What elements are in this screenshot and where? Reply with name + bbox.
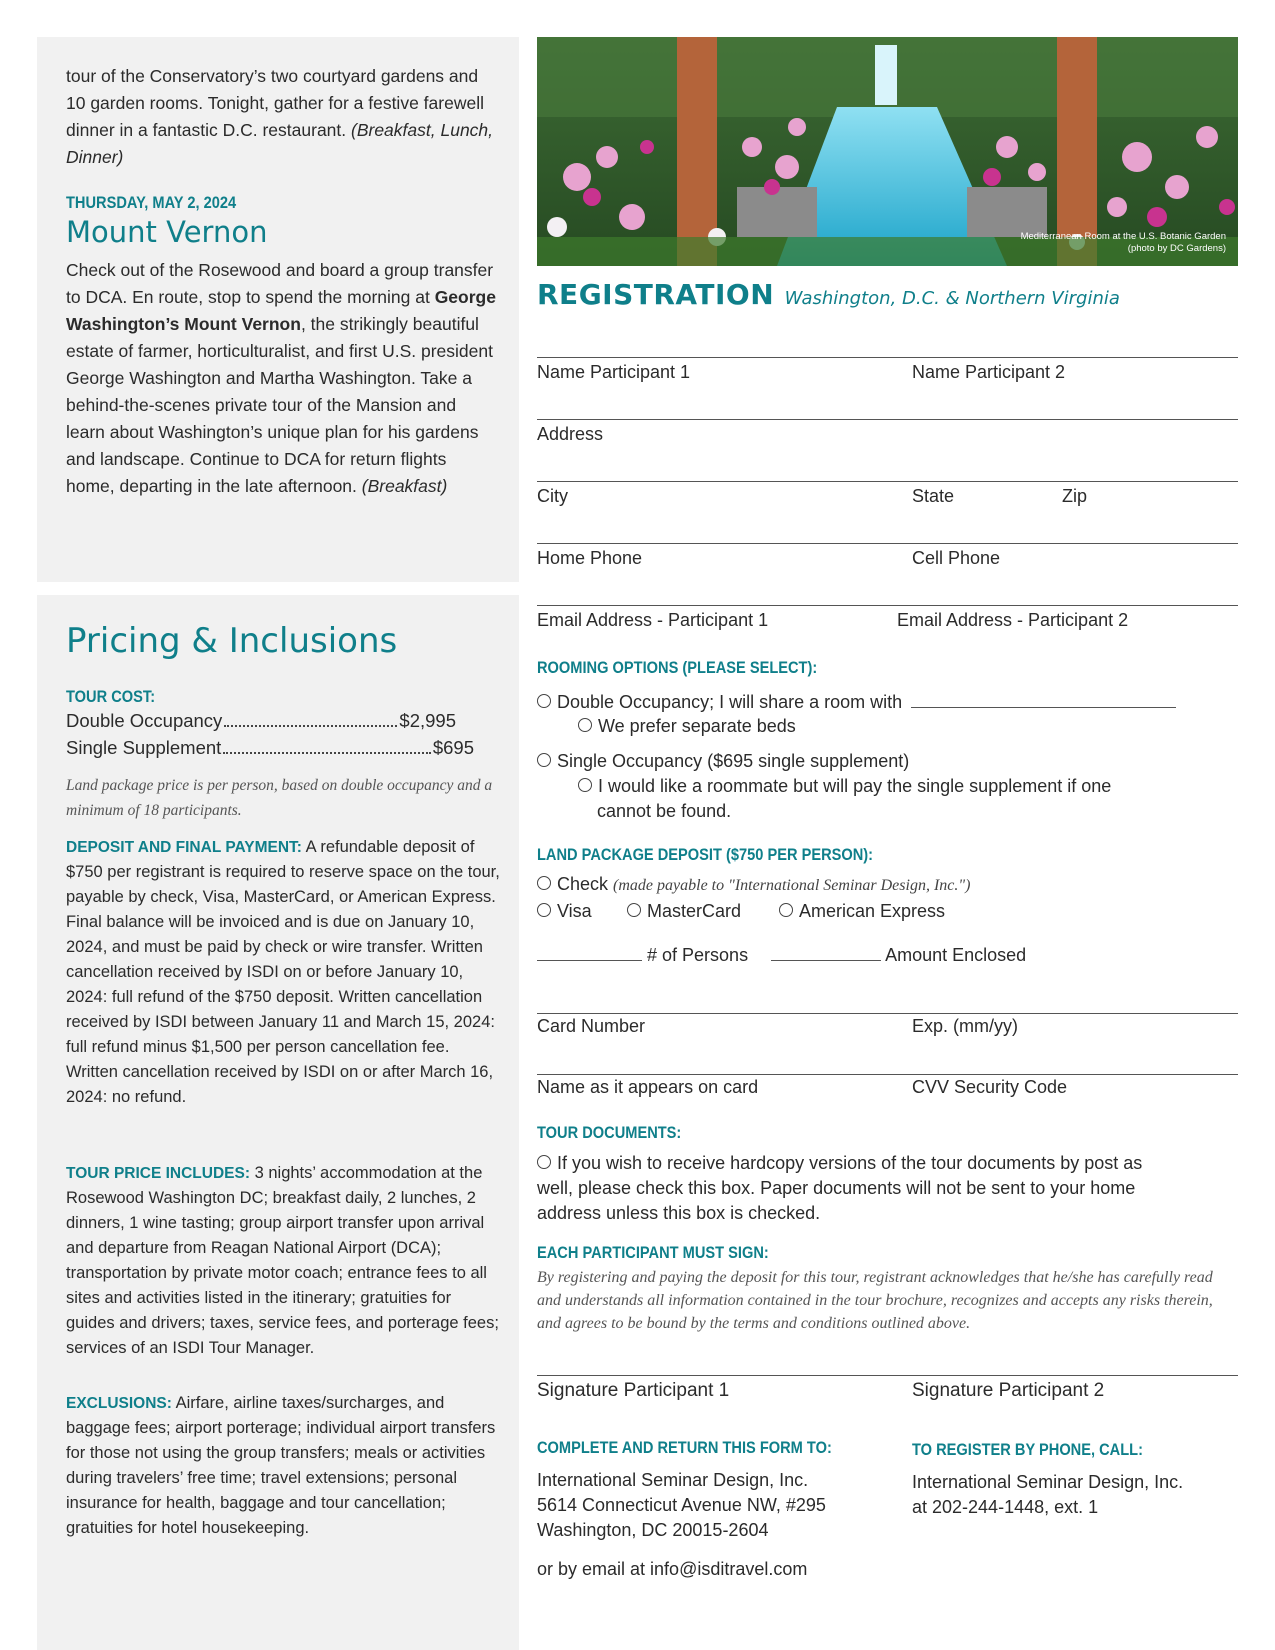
name-participant-1-label: Name Participant 1 <box>537 362 691 382</box>
exp-label: Exp. (mm/yy) <box>912 1016 1018 1036</box>
city-line[interactable] <box>537 481 1238 482</box>
visa-radio[interactable] <box>537 903 551 917</box>
amex-radio[interactable] <box>779 903 793 917</box>
photo-caption-line2: (photo by DC Gardens) <box>1127 243 1226 254</box>
amount-label: Amount Enclosed <box>885 945 1027 965</box>
check-radio[interactable] <box>537 876 551 890</box>
rooming-label: ROOMING OPTIONS (PLEASE SELECT): <box>537 658 818 677</box>
double-occupancy-radio[interactable] <box>537 694 551 708</box>
phone-line[interactable] <box>537 543 1238 544</box>
documents-checkbox[interactable] <box>537 1155 551 1169</box>
signature-1-label: Signature Participant 1 <box>537 1380 730 1401</box>
garden-image <box>537 37 1238 266</box>
mastercard-option[interactable]: MasterCard <box>627 899 741 924</box>
address-label: Address <box>537 424 604 444</box>
includes-paragraph: TOUR PRICE INCLUDES: 3 nights’ accommodation at the Rosewood Washington DC; breakfast daily, 2 lunches, 2 dinners, 1 wine tasting; group airport transfer upon arrival and departure from Reagan National Airport (DCA); transportation by private motor coach; entrance fees to all sites and activities listed in the itinerary; gratuities for guides and drivers; taxes, service fees, and porterage fees; services of an ISDI Tour Manager. <box>66 1164 499 1357</box>
return-address-2: 5614 Connecticut Avenue NW, #295 <box>537 1495 826 1515</box>
day-title: Mount Vernon <box>66 215 268 249</box>
single-occupancy-radio[interactable] <box>537 753 551 767</box>
card-number-label: Card Number <box>537 1016 646 1036</box>
intro-paragraph <box>66 63 496 171</box>
phone-line-1: International Seminar Design, Inc. <box>912 1472 1184 1492</box>
exclusions-paragraph: EXCLUSIONS: Airfare, airline taxes/surcharges, and baggage fees; airport porterage; individual airport transfers for those not using the group transfers; meals or activities during travelers’ free time; travel extensions; personal insurance for health, baggage and tour cancellation; gratuities for hotel housekeeping. <box>66 1394 496 1537</box>
return-address-1: International Seminar Design, Inc. <box>537 1470 809 1490</box>
roommate-radio[interactable] <box>578 778 592 792</box>
separate-beds-option[interactable]: We prefer separate beds <box>578 714 796 739</box>
address-line[interactable] <box>537 419 1238 420</box>
email-participant-1-label: Email Address - Participant 1 <box>537 610 769 630</box>
sign-text: By registering and paying the deposit for this tour, registrant acknowledges that he/she has carefully read and understands all information contained in the tour brochure, recognizes and accepts any risks therein, and agrees to be bound by the terms and conditions outlined above. <box>537 1269 1213 1332</box>
roommate-option[interactable]: I would like a roommate but will pay the single supplement if one <box>578 774 1111 799</box>
home-phone-label: Home Phone <box>537 548 643 568</box>
registration-subtitle: Washington, D.C. & Northern Virginia <box>784 288 1120 309</box>
persons-amount-row <box>537 943 1026 968</box>
name-line[interactable] <box>537 357 1238 358</box>
signature-line[interactable] <box>537 1375 1238 1376</box>
documents-option[interactable]: If you wish to receive hardcopy versions of the tour documents by post as <box>537 1151 1142 1176</box>
phone-line-2: at 202-244-1448, ext. 1 <box>912 1497 1099 1517</box>
amex-option[interactable]: American Express <box>779 899 945 924</box>
documents-text-3: address unless this box is checked. <box>537 1203 821 1223</box>
visa-option[interactable]: Visa <box>537 899 592 924</box>
card-name-line[interactable] <box>537 1074 1238 1075</box>
separate-beds-radio[interactable] <box>578 718 592 732</box>
garden-photo <box>537 37 1238 266</box>
intro-text: tour of the Conservatory’s two courtyard gardens and 10 garden rooms. Tonight, gather for a festive farewell dinner in a fantastic D.C. restaurant. <box>66 66 484 140</box>
signature-2-label: Signature Participant 2 <box>912 1380 1105 1401</box>
name-participant-2-label: Name Participant 2 <box>912 362 1066 382</box>
mastercard-radio[interactable] <box>627 903 641 917</box>
mount-vernon-bold: George Washington’s Mount Vernon <box>66 287 496 334</box>
cell-phone-label: Cell Phone <box>912 548 1001 568</box>
tour-cost-label: TOUR COST: <box>66 687 156 706</box>
pricing-title: Pricing & Inclusions <box>66 621 398 661</box>
double-occupancy-option[interactable]: Double Occupancy; I will share a room with <box>537 690 1176 715</box>
pricing-panel <box>37 595 519 1650</box>
price-note: Land package price is per person, based on double occupancy and a minimum of 18 participants. <box>66 777 493 819</box>
single-occupancy-option[interactable]: Single Occupancy ($695 single supplement) <box>537 749 909 774</box>
sign-label: EACH PARTICIPANT MUST SIGN: <box>537 1243 769 1262</box>
price-row-single: Single Supplement $695 <box>66 734 474 761</box>
price-row-double: Double Occupancy $2,995 <box>66 707 456 734</box>
return-email[interactable]: or by email at info@isditravel.com <box>537 1559 808 1579</box>
card-number-line[interactable] <box>537 1013 1238 1014</box>
amount-input[interactable] <box>771 960 881 961</box>
email-line[interactable] <box>537 605 1238 606</box>
day-label: THURSDAY, MAY 2, 2024 <box>66 193 237 212</box>
registration-header <box>537 278 1120 311</box>
cvv-label: CVV Security Code <box>912 1077 1068 1097</box>
registration-title: REGISTRATION <box>537 278 775 311</box>
roommate-option-cont: cannot be found. <box>597 801 732 821</box>
itinerary-panel <box>37 37 519 582</box>
return-address-3: Washington, DC 20015-2604 <box>537 1520 769 1540</box>
photo-caption-line1: Mediterranean Room at the U.S. Botanic Garden <box>1020 231 1226 242</box>
email-participant-2-label: Email Address - Participant 2 <box>897 610 1129 630</box>
name-on-card-label: Name as it appears on card <box>537 1077 759 1097</box>
check-note: (made payable to "International Seminar Design, Inc.") <box>613 877 971 894</box>
state-label: State <box>912 486 955 506</box>
share-with-input[interactable] <box>911 707 1176 708</box>
intro-meals: (Breakfast, Lunch, Dinner) <box>66 120 494 167</box>
phone-label: TO REGISTER BY PHONE, CALL: <box>912 1440 1143 1459</box>
documents-text-2: well, please check this box. Paper documents will not be sent to your home <box>537 1178 1136 1198</box>
day-paragraph: Check out of the Rosewood and board a group transfer to DCA. En route, stop to spend the morning at George Washington’s Mount Vernon, the strikingly beautiful estate of farmer, horticulturalist, and first U.S. president George Washington and Martha Washington. Take a behind-the-scenes private tour of the Mansion and learn about Washington’s unique plan for his gardens and landscape. Continue to DCA for return flights home, departing in the late afternoon. (Breakfast) <box>66 260 496 496</box>
deposit-paragraph: DEPOSIT AND FINAL PAYMENT: A refundable deposit of $750 per registrant is required to reserve space on the tour, payable by check, Visa, MasterCard, or American Express. Final balance will be invoiced and is due on January 10, 2024, and must be paid by check or wire transfer. Written cancellation received by ISDI on or before January 10, 2024: full refund of the $750 deposit. Written cancellation received by ISDI between January 11 and March 15, 2024: full refund minus $1,500 per person cancellation fee. Written cancellation received by ISDI on or after March 16, 2024: no refund. <box>66 838 500 1106</box>
persons-label: # of Persons <box>647 945 749 965</box>
return-label: COMPLETE AND RETURN THIS FORM TO: <box>537 1438 832 1457</box>
day-meals: (Breakfast) <box>361 476 448 496</box>
deposit-label: LAND PACKAGE DEPOSIT ($750 PER PERSON): <box>537 845 874 864</box>
check-option[interactable]: Check (made payable to "International Seminar Design, Inc.") <box>537 872 970 898</box>
zip-label: Zip <box>1062 486 1088 506</box>
persons-input[interactable] <box>537 960 642 961</box>
tour-documents-label: TOUR DOCUMENTS: <box>537 1123 682 1142</box>
city-label: City <box>537 486 568 506</box>
price-table <box>66 707 474 761</box>
